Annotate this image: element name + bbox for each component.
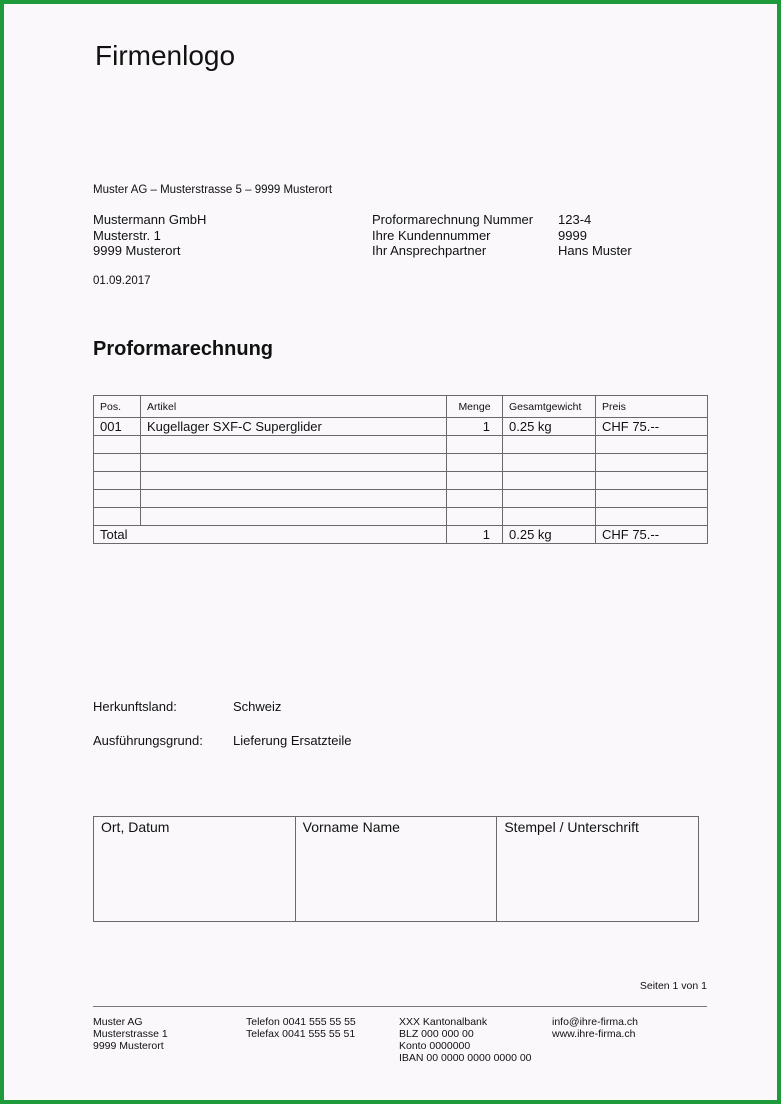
cell-gewicht	[503, 454, 596, 472]
total-gewicht: 0.25 kg	[503, 526, 596, 544]
table-header-row	[94, 396, 708, 418]
reason-value: Lieferung Ersatzteile	[233, 733, 352, 748]
footer-email: info@ihre-firma.ch	[552, 1016, 638, 1028]
cell-pos	[94, 508, 141, 526]
footer-line: XXX Kantonalbank	[399, 1016, 488, 1028]
signature-box	[93, 816, 699, 922]
col-header-artikel: Artikel	[141, 396, 447, 418]
invoice-info-values	[558, 212, 632, 259]
sender-line: Muster AG – Musterstrasse 5 – 9999 Musterort	[93, 184, 333, 196]
footer-line: Muster AG	[93, 1016, 143, 1028]
footer-line: Konto 0000000	[399, 1040, 471, 1052]
total-label: Total	[94, 526, 447, 544]
signature-name: Vorname Name	[296, 817, 498, 921]
cell-pos: 001	[94, 418, 141, 436]
table-row	[94, 472, 708, 490]
col-header-preis: Preis	[596, 396, 708, 418]
cell-menge	[447, 436, 503, 454]
cell-menge	[447, 454, 503, 472]
footer-website: www.ihre-firma.ch	[552, 1028, 636, 1040]
page-counter: Seiten 1 von 1	[639, 980, 707, 992]
cell-artikel: Kugellager SXF-C Superglider	[141, 418, 447, 436]
info-label: Ihre Kundennummer	[372, 227, 491, 243]
cell-artikel	[141, 454, 447, 472]
total-menge: 1	[447, 526, 503, 544]
footer-divider	[93, 1006, 707, 1007]
cell-preis	[596, 508, 708, 526]
recipient-line: Musterstr. 1	[93, 227, 161, 243]
cell-artikel	[141, 490, 447, 508]
cell-pos	[94, 472, 141, 490]
invoice-info-labels	[372, 212, 533, 259]
recipient-address	[93, 212, 206, 259]
cell-pos	[94, 490, 141, 508]
table-row	[94, 490, 708, 508]
info-label: Ihr Ansprechpartner	[372, 243, 487, 258]
cell-artikel	[141, 508, 447, 526]
reason-label: Ausführungsgrund:	[93, 733, 203, 748]
table-row	[94, 508, 708, 526]
footer-bank	[399, 1016, 532, 1064]
footer-company	[93, 1016, 168, 1052]
info-value: Hans Muster	[558, 243, 632, 258]
cell-menge	[447, 490, 503, 508]
col-header-menge: Menge	[447, 396, 503, 418]
footer-line: Telefax 0041 555 55 51	[246, 1028, 356, 1040]
cell-pos	[94, 436, 141, 454]
recipient-line: Mustermann GmbH	[93, 212, 207, 227]
document-date: 01.09.2017	[93, 275, 151, 287]
signature-place-date: Ort, Datum	[94, 817, 296, 921]
col-header-gesamtgewicht: Gesamtgewicht	[503, 396, 596, 418]
footer-line: Musterstrasse 1	[93, 1028, 168, 1040]
company-logo: Firmenlogo	[95, 40, 236, 71]
cell-gewicht	[503, 436, 596, 454]
info-label: Proformarechnung Nummer	[372, 212, 534, 227]
cell-artikel	[141, 436, 447, 454]
table-total-row	[94, 526, 708, 544]
cell-preis	[596, 436, 708, 454]
document-title: Proformarechnung	[93, 338, 274, 360]
cell-preis	[596, 490, 708, 508]
info-value: 123-4	[558, 212, 592, 227]
signature-stamp: Stempel / Unterschrift	[504, 819, 639, 835]
footer-line: IBAN 00 0000 0000 0000 00	[399, 1052, 532, 1064]
origin-value: Schweiz	[233, 699, 282, 714]
cell-gewicht	[503, 472, 596, 490]
footer-line: Telefon 0041 555 55 55	[246, 1016, 356, 1028]
footer-contact	[552, 1016, 638, 1040]
origin-label: Herkunftsland:	[93, 699, 177, 714]
items-table	[93, 395, 708, 544]
table-row	[94, 454, 708, 472]
col-header-pos: Pos.	[94, 396, 141, 418]
cell-preis	[596, 472, 708, 490]
cell-pos	[94, 454, 141, 472]
cell-menge	[447, 472, 503, 490]
total-preis: CHF 75.--	[596, 526, 708, 544]
cell-preis: CHF 75.--	[596, 418, 708, 436]
cell-preis	[596, 454, 708, 472]
footer-phone	[246, 1016, 356, 1040]
footer-line: 9999 Musterort	[93, 1040, 164, 1052]
cell-gewicht	[503, 508, 596, 526]
cell-artikel	[141, 472, 447, 490]
info-value: 9999	[558, 227, 587, 243]
footer-line: BLZ 000 000 00	[399, 1028, 474, 1040]
cell-gewicht: 0.25 kg	[503, 418, 596, 436]
recipient-line: 9999 Musterort	[93, 243, 181, 258]
table-row	[94, 418, 708, 436]
cell-menge	[447, 508, 503, 526]
document-page	[4, 4, 777, 1100]
cell-gewicht	[503, 490, 596, 508]
table-row	[94, 436, 708, 454]
cell-menge: 1	[447, 418, 503, 436]
